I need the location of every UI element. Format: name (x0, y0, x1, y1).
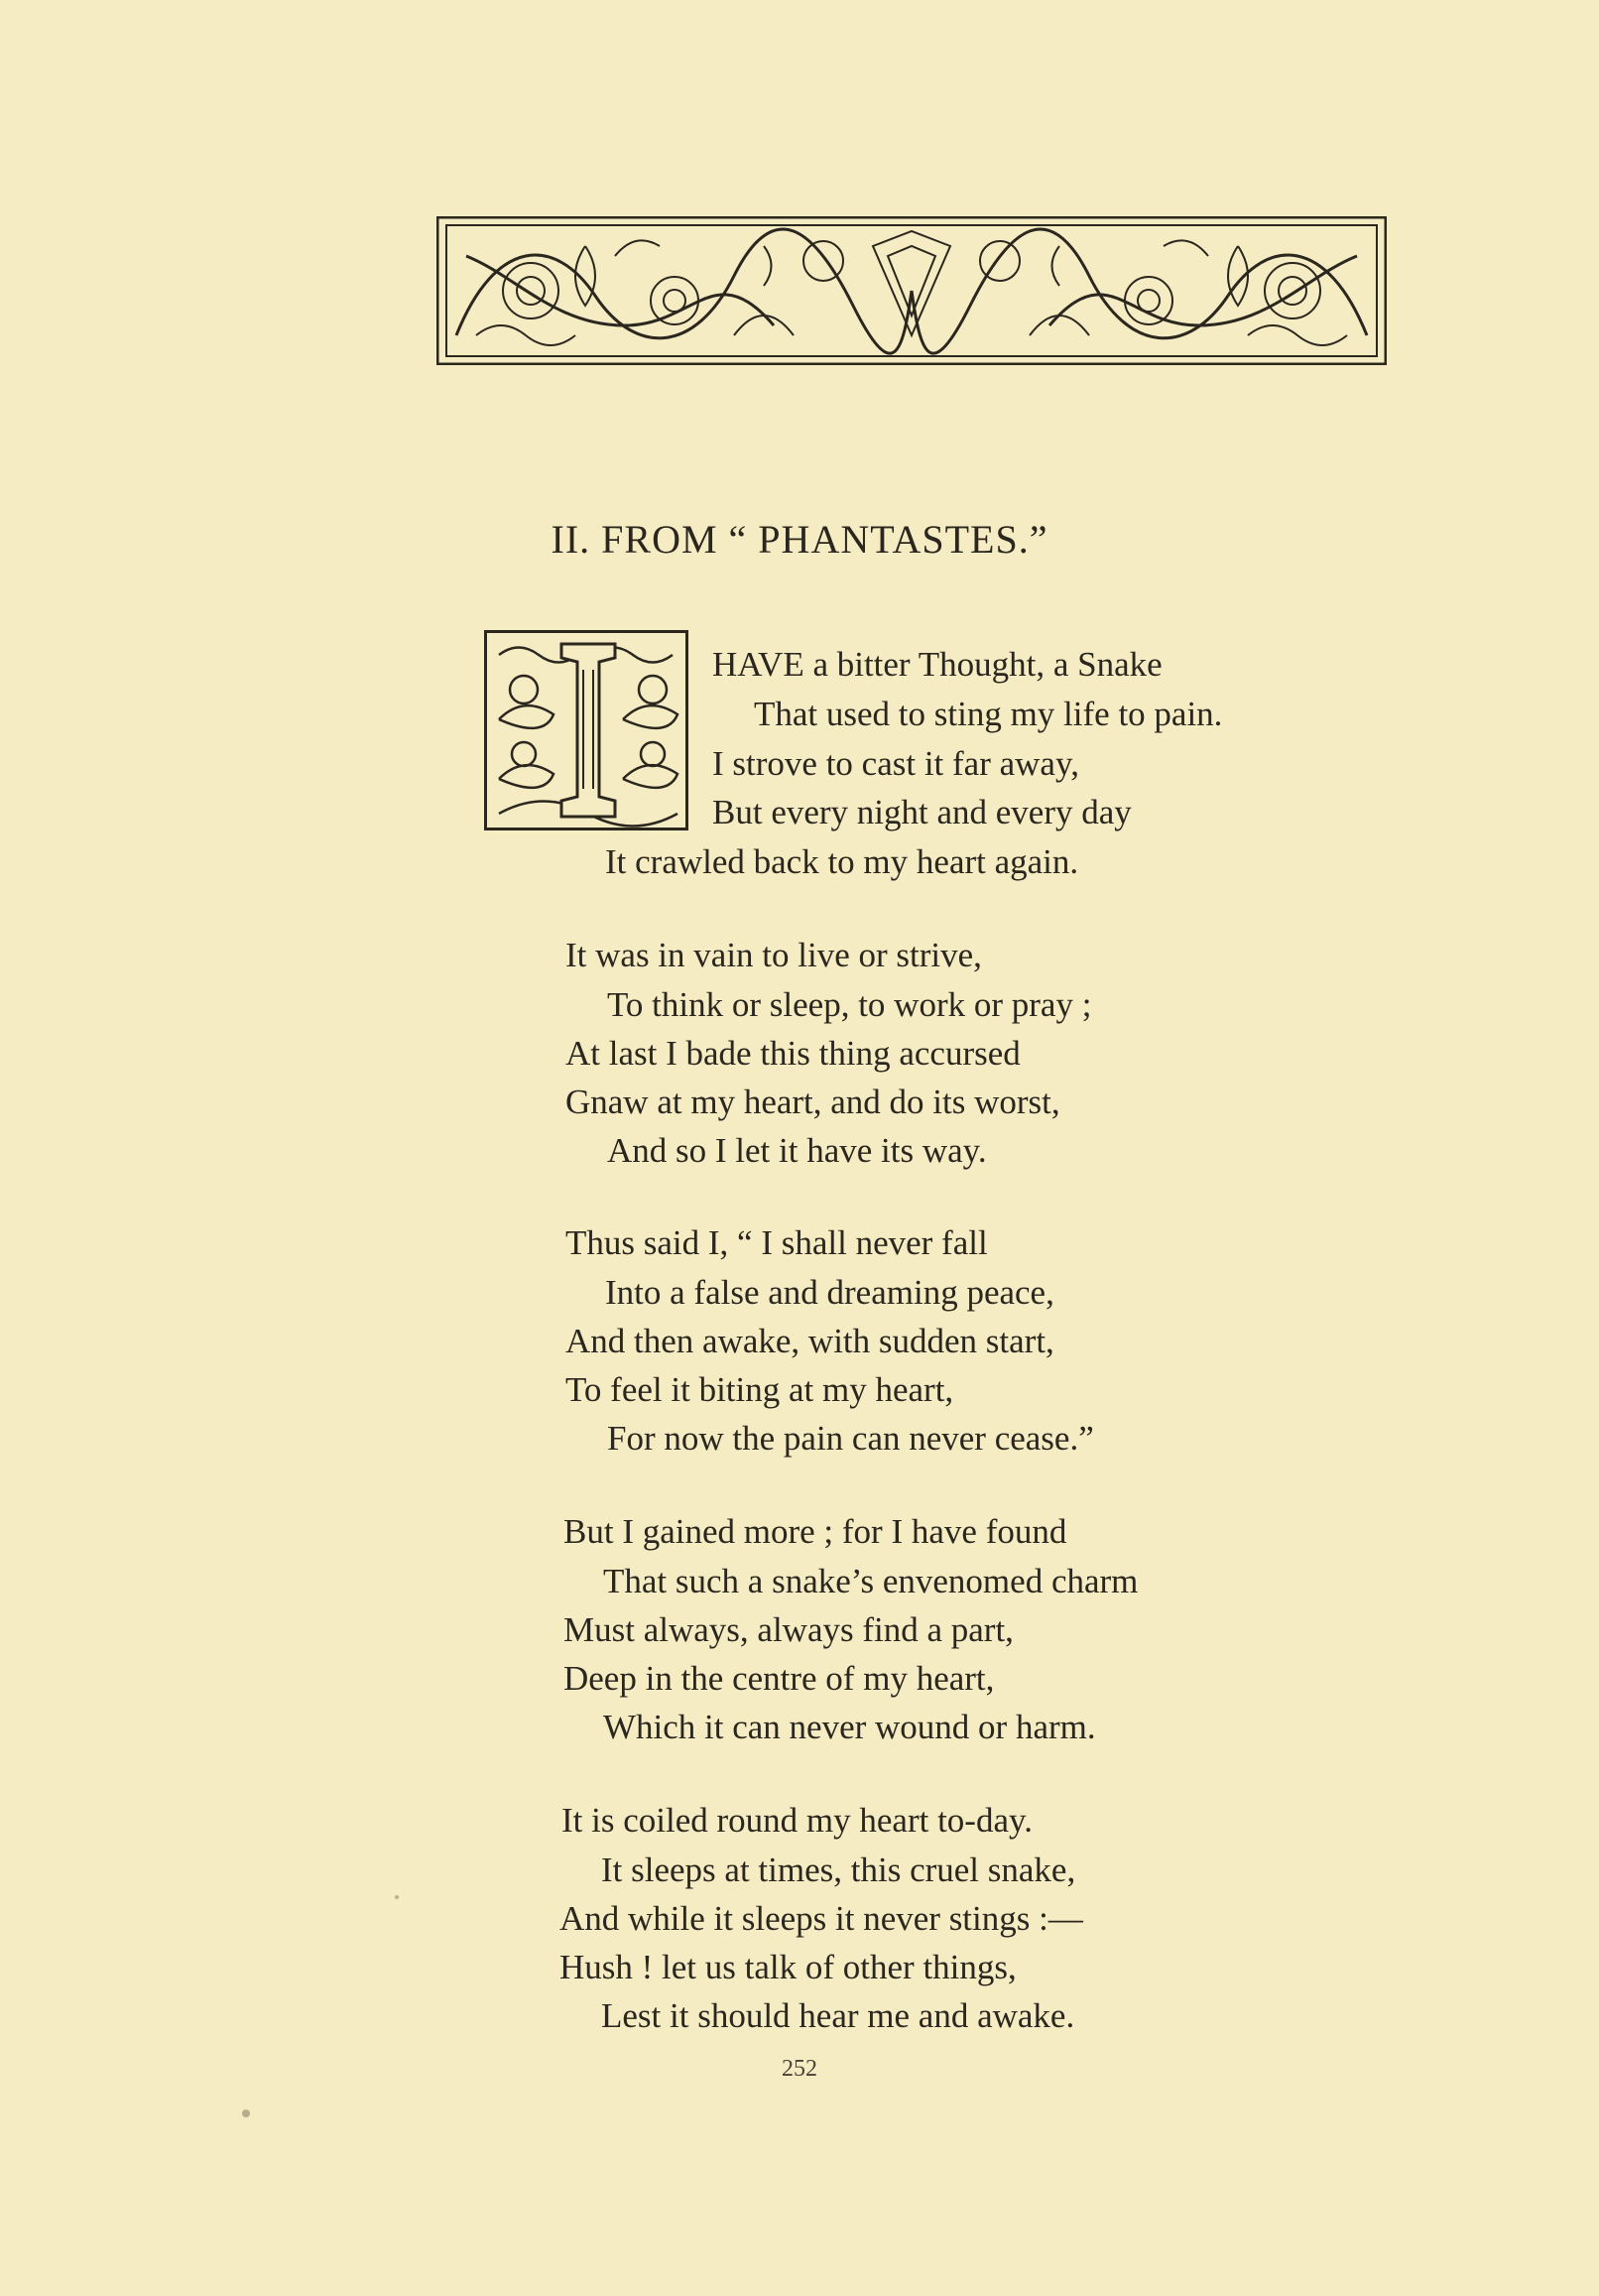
poem-line: At last I bade this thing accursed (565, 1034, 1021, 1073)
poem-line: And then awake, with sudden start, (565, 1322, 1054, 1360)
poem-line: Must always, always find a part, (563, 1610, 1014, 1649)
poem-line: For now the pain can never cease.” (607, 1419, 1094, 1458)
poem-line: To think or sleep, to work or pray ; (607, 985, 1092, 1024)
paper-speck (395, 1895, 399, 1899)
poem-line: Hush ! let us talk of other things, (559, 1948, 1017, 1986)
poem-line: Gnaw at my heart, and do its worst, (565, 1083, 1060, 1121)
poem-line: To feel it biting at my heart, (565, 1370, 954, 1409)
poem-line: That such a snake’s envenomed charm (603, 1562, 1139, 1600)
ornamental-initial-letter (484, 630, 688, 830)
poem-line: It sleeps at times, this cruel snake, (601, 1850, 1076, 1889)
paper-speck (242, 2109, 250, 2117)
poem-line: Into a false and dreaming peace, (605, 1273, 1054, 1312)
poem-line: I strove to cast it far away, (712, 744, 1079, 783)
poem-line: And while it sleeps it never stings :— (559, 1899, 1083, 1938)
poem-line: It was in vain to live or strive, (565, 936, 982, 974)
poem-line: But I gained more ; for I have found (563, 1512, 1067, 1551)
poem-line: Deep in the centre of my heart, (563, 1659, 995, 1698)
poem-line: Lest it should hear me and awake. (601, 1996, 1075, 2035)
poem-line: But every night and every day (712, 793, 1132, 831)
floral-headpiece-ornament (436, 216, 1387, 365)
poem-line: It is coiled round my heart to-day. (561, 1801, 1033, 1840)
poem-line: HAVE a bitter Thought, a Snake (712, 645, 1163, 684)
poem-line: That used to sting my life to pain. (754, 695, 1223, 733)
poem-line: Which it can never wound or harm. (603, 1708, 1096, 1746)
poem-title: II. FROM “ PHANTASTES.” (551, 517, 1048, 562)
page-number: 252 (782, 2056, 817, 2082)
poem-line: It crawled back to my heart again. (605, 842, 1079, 881)
poem-line: Thus said I, “ I shall never fall (565, 1223, 988, 1262)
poem-line: And so I let it have its way. (607, 1131, 987, 1170)
